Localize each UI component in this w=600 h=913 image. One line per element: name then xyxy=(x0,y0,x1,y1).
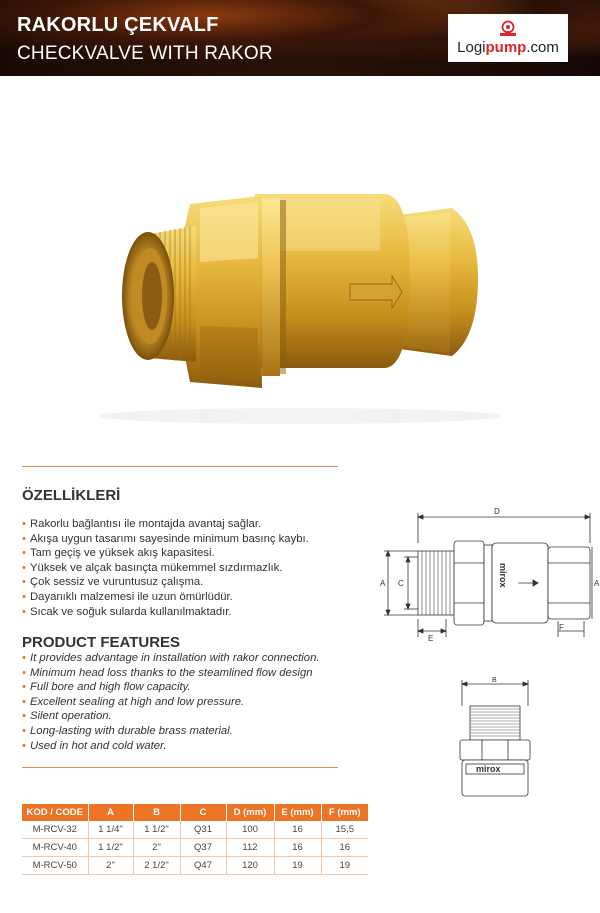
dim-label-a: A xyxy=(380,579,386,588)
cell: M-RCV-50 xyxy=(22,857,88,875)
list-item: • Akışa uygun tasarımı sayesinde minimum basınç kaybı. xyxy=(22,532,309,547)
col-header-c: C xyxy=(180,804,226,821)
dim-label-f: F xyxy=(559,623,564,632)
list-item: • It provides advantage in installation with rakor connection. xyxy=(22,651,320,666)
table-row xyxy=(22,821,368,839)
brass-valve-illustration xyxy=(0,76,600,446)
list-item: • Excellent sealing at high and low pressure. xyxy=(22,695,320,710)
dim-label-c: C xyxy=(398,579,404,588)
cell: 1 1/2" xyxy=(133,821,180,839)
dim-label-e: E xyxy=(428,634,434,643)
cell: 16 xyxy=(274,821,321,839)
list-item: • Used in hot and cold water. xyxy=(22,739,320,754)
cell: 100 xyxy=(226,821,274,839)
col-header-d: D (mm) xyxy=(226,804,274,821)
pump-logo-icon xyxy=(497,20,519,38)
list-item: • Çok sessiz ve vuruntusuz çalışma. xyxy=(22,575,309,590)
header-banner xyxy=(0,0,600,76)
list-item: • Sıcak ve soğuk sularda kullanılmaktadır. xyxy=(22,605,309,620)
cell: 19 xyxy=(321,857,368,875)
cell: 2" xyxy=(88,857,133,875)
col-header-f: F (mm) xyxy=(321,804,368,821)
list-item: • Tam geçiş ve yüksek akış kapasitesi. xyxy=(22,546,309,561)
dim-label-a-right: A xyxy=(594,579,600,588)
cell: 2" xyxy=(133,839,180,857)
cell: 19 xyxy=(274,857,321,875)
cell: 1 1/2" xyxy=(88,839,133,857)
col-header-code: KOD / CODE xyxy=(22,804,88,821)
spec-table xyxy=(22,804,368,875)
features-en-list xyxy=(22,651,320,753)
brand-mark: mirox xyxy=(498,563,508,588)
cell: 16 xyxy=(321,839,368,857)
list-item: • Rakorlu bağlantısı ile montajda avantaj sağlar. xyxy=(22,517,309,532)
list-item: • Yüksek ve alçak basınçta mükemmel sızdırmazlık. xyxy=(22,561,309,576)
page-title: RAKORLU ÇEKVALF xyxy=(17,14,219,36)
cell: Q31 xyxy=(180,821,226,839)
table-header-row xyxy=(22,804,368,821)
product-photo xyxy=(0,76,600,446)
col-header-a: A xyxy=(88,804,133,821)
brand-mark: mirox xyxy=(476,764,501,774)
cell: Q47 xyxy=(180,857,226,875)
section-divider xyxy=(22,767,338,768)
features-en-heading: PRODUCT FEATURES xyxy=(22,634,181,651)
list-item: • Long-lasting with durable brass material. xyxy=(22,724,320,739)
cell: M-RCV-40 xyxy=(22,839,88,857)
cell: M-RCV-32 xyxy=(22,821,88,839)
cell: 16 xyxy=(274,839,321,857)
cell: Q37 xyxy=(180,839,226,857)
page-subtitle: CHECKVALVE WITH RAKOR xyxy=(17,43,273,64)
cell: 112 xyxy=(226,839,274,857)
cell: 120 xyxy=(226,857,274,875)
table-row xyxy=(22,857,368,875)
side-view-drawing xyxy=(378,503,600,643)
table-row xyxy=(22,839,368,857)
list-item: • Minimum head loss thanks to the steamlined flow design xyxy=(22,666,320,681)
cell: 15,5 xyxy=(321,821,368,839)
list-item: • Silent operation. xyxy=(22,709,320,724)
list-item: • Full bore and high flow capacity. xyxy=(22,680,320,695)
logo-wordmark: Logipump.com xyxy=(457,39,559,56)
features-tr-heading: ÖZELLİKLERİ xyxy=(22,487,121,504)
col-header-b: B xyxy=(133,804,180,821)
brand-logo[interactable] xyxy=(448,14,568,62)
dim-label-d: D xyxy=(494,507,500,516)
list-item: • Dayanıklı malzemesi ile uzun ömürlüdür. xyxy=(22,590,309,605)
dim-label-b: B xyxy=(492,677,497,684)
front-view-drawing xyxy=(452,676,542,798)
col-header-e: E (mm) xyxy=(274,804,321,821)
cell: 2 1/2" xyxy=(133,857,180,875)
features-tr-list xyxy=(22,517,309,619)
section-divider xyxy=(22,466,338,467)
cell: 1 1/4" xyxy=(88,821,133,839)
